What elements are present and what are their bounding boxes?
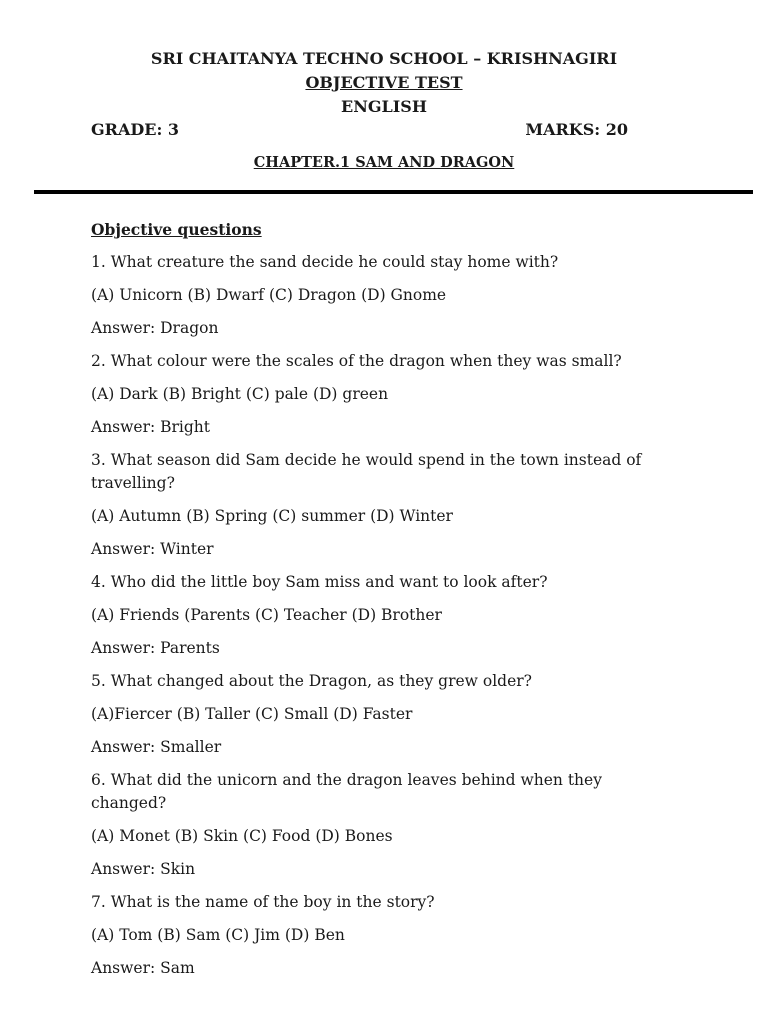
question-answer: Answer: Dragon [91, 319, 219, 337]
question-text: 4. Who did the little boy Sam miss and want to look after? [91, 573, 548, 591]
question-7 [91, 891, 671, 980]
header-divider [34, 190, 753, 194]
question-5 [91, 670, 671, 759]
question-answer: Answer: Winter [91, 540, 214, 558]
question-options: (A) Autumn (B) Spring (C) summer (D) Winter [91, 507, 453, 525]
question-answer: Answer: Parents [91, 639, 220, 657]
question-6 [91, 769, 671, 881]
question-options: (A) Unicorn (B) Dwarf (C) Dragon (D) Gnome [91, 286, 447, 304]
chapter-title: CHAPTER.1 SAM AND DRAGON [253, 154, 515, 171]
question-text: 5. What changed about the Dragon, as they grew older? [91, 672, 532, 690]
question-answer: Answer: Skin [91, 860, 196, 878]
question-options: (A)Fiercer (B) Taller (C) Small (D) Faster [91, 705, 413, 723]
questions-section [91, 218, 671, 990]
question-text: 6. What did the unicorn and the dragon leaves behind when they changed? [91, 771, 602, 812]
test-title: OBJECTIVE TEST [305, 73, 463, 92]
subject-title: ENGLISH [341, 97, 427, 116]
grade-label: GRADE: 3 [91, 120, 180, 139]
question-3 [91, 449, 671, 561]
school-name: SRI CHAITANYA TECHNO SCHOOL – KRISHNAGIRI [150, 49, 618, 68]
question-answer: Answer: Sam [91, 959, 195, 977]
question-text: 1. What creature the sand decide he could stay home with? [91, 253, 559, 271]
question-2 [91, 350, 671, 439]
question-answer: Answer: Smaller [91, 738, 222, 756]
question-4 [91, 571, 671, 660]
question-text: 3. What season did Sam decide he would spend in the town instead of travelling? [91, 451, 642, 492]
question-options: (A) Tom (B) Sam (C) Jim (D) Ben [91, 926, 345, 944]
marks-label: MARKS: 20 [525, 120, 628, 139]
section-title: Objective questions [91, 220, 262, 239]
question-options: (A) Friends (Parents (C) Teacher (D) Brother [91, 606, 442, 624]
question-text: 2. What colour were the scales of the dragon when they was small? [91, 352, 622, 370]
question-options: (A) Monet (B) Skin (C) Food (D) Bones [91, 827, 393, 845]
question-answer: Answer: Bright [91, 418, 211, 436]
question-1 [91, 251, 671, 340]
question-text: 7. What is the name of the boy in the story? [91, 893, 435, 911]
question-options: (A) Dark (B) Bright (C) pale (D) green [91, 385, 389, 403]
